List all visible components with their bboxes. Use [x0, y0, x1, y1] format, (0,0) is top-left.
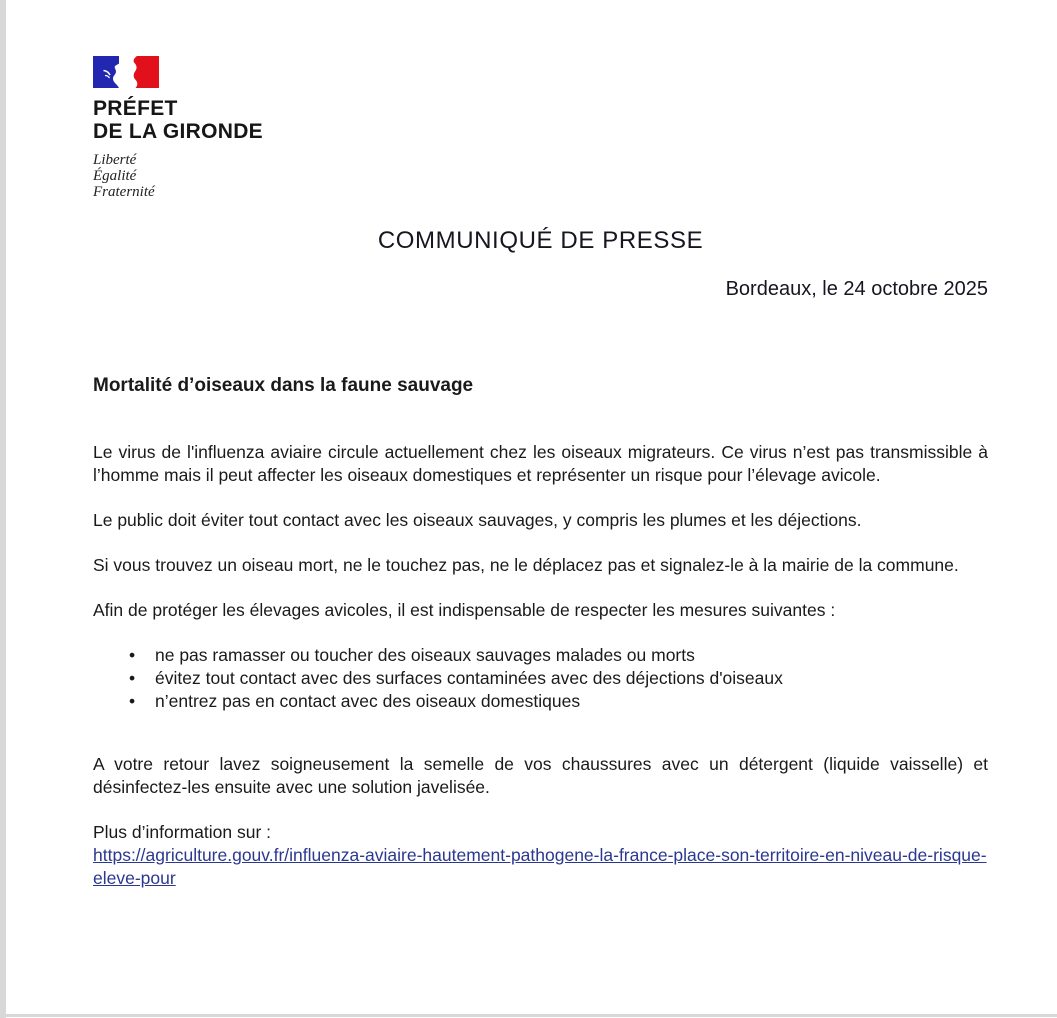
document-body — [93, 374, 988, 890]
measures-list — [93, 644, 988, 713]
motto-egalite: Égalité — [93, 168, 137, 184]
paragraph-measures-intro: Afin de protéger les élevages avicoles, il est indispensable de respecter les mesures suivantes : — [93, 600, 836, 620]
page-left-edge — [0, 0, 6, 1018]
paragraph-public-advice: Le public doit éviter tout contact avec les oiseaux sauvages, y compris les plumes et les déjections. — [93, 510, 862, 530]
motto-liberte: Liberté — [93, 152, 137, 168]
motto — [93, 152, 263, 200]
paragraph-dead-bird: Si vous trouvez un oiseau mort, ne le touchez pas, ne le déplacez pas et signalez-le à la mairie de la commune. — [93, 555, 959, 575]
more-info-label: Plus d’information sur : — [93, 822, 271, 842]
list-item: • n’entrez pas en contact avec des oiseaux domestiques — [155, 690, 988, 713]
dateline: Bordeaux, le 24 octobre 2025 — [725, 278, 988, 300]
list-item: • ne pas ramasser ou toucher des oiseaux sauvages malades ou morts — [155, 644, 988, 667]
agriculture-gouv-link[interactable]: https://agriculture.gouv.fr/influenza-aviaire-hautement-pathogene-la-france-place-son-territoire-en-niveau-de-risque-eleve-pour — [93, 845, 987, 888]
prefecture-name-line2: DE LA GIRONDE — [93, 120, 263, 143]
prefecture-name-line1: PRÉFET — [93, 97, 178, 120]
prefecture-logo — [93, 55, 263, 200]
list-item: • évitez tout contact avec des surfaces contaminées avec des déjections d'oiseaux — [155, 667, 988, 690]
french-flag-marianne-icon — [93, 55, 159, 89]
paragraph-disinfection: A votre retour lavez soigneusement la semelle de vos chaussures avec un détergent (liquide vaisselle) et désinfectez-les ensuite avec une solution javelisée. — [93, 754, 988, 797]
document-title: COMMUNIQUÉ DE PRESSE — [377, 227, 704, 254]
subject-heading: Mortalité d’oiseaux dans la faune sauvage — [93, 375, 474, 396]
page-bottom-edge — [0, 1014, 1057, 1017]
link-line — [93, 844, 988, 890]
motto-fraternite: Fraternité — [93, 184, 155, 200]
paragraph-virus-circulation: Le virus de l'influenza aviaire circule actuellement chez les oiseaux migrateurs. Ce virus n’est pas transmissible à l’homme mais il peut affecter les oiseaux domestiques et représenter un risque pour l’élevage avicole. — [93, 442, 988, 485]
